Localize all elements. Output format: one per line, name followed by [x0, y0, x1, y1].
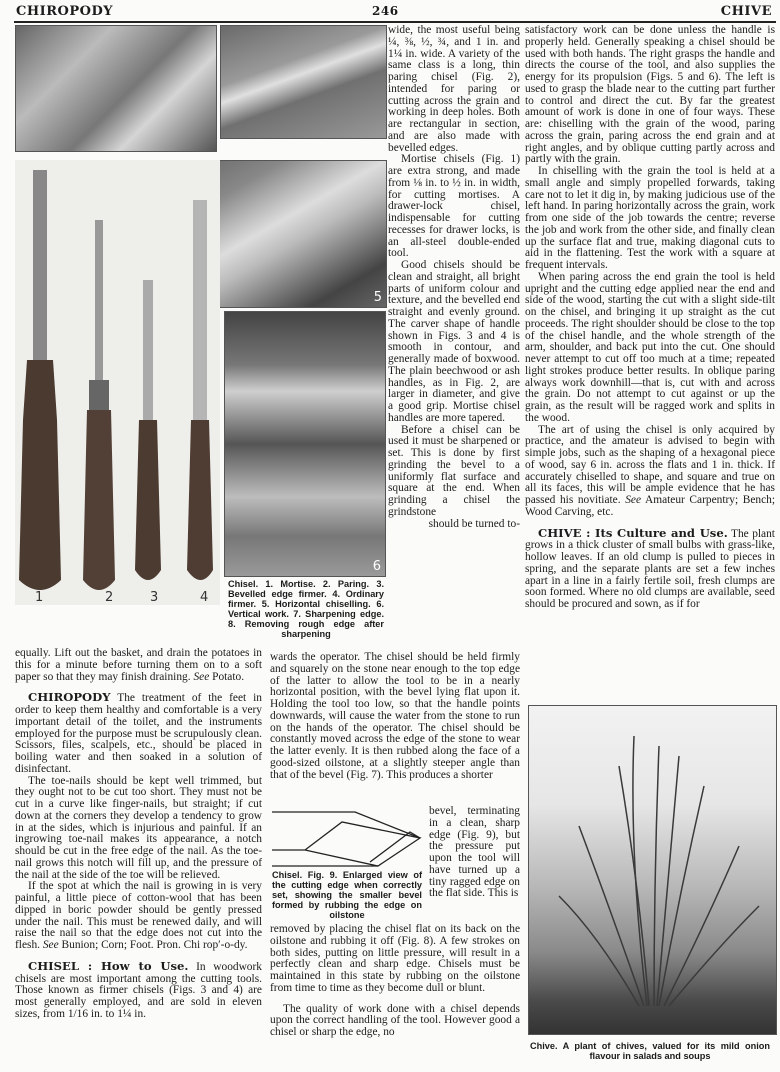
chisel-number-2: 2 [105, 590, 114, 605]
paragraph: equally. Lift out the basket, and drain the potatoes in this for a minute before turning them on to a soft paper so that they may finish draining. See Potato. [15, 647, 262, 683]
paragraph: wide, the most useful being ¼, ⅜, ½, ¾, and 1 in. and 1¼ in. wide. A variety of the same class is a long, thin paring chisel (Fig. 2), intended for paring or cutting across the grain and working in deep holes. Both are rectangular in section, and are also made with bevelled edges. [388, 24, 520, 154]
running-head-right: CHIVE [720, 4, 772, 19]
paragraph-end: should be turned to- [428, 517, 520, 530]
running-head-left: CHIROPODY [16, 4, 113, 19]
paragraph: Before a chisel can be used it must be sharpened or set. This is done by first grinding the bevel to a uniformly flat surface and square at the end. When grinding a chisel the grindstone [388, 423, 520, 518]
chive-caption: Chive. A plant of chives, valued for its mild onion flavour in salads and soups [530, 1041, 770, 1061]
left-column [15, 648, 262, 1021]
figure-chisels-1-4 [15, 160, 220, 605]
paragraph: In chiselling with the grain the tool is held at a small angle and simply propelled forwards, taking care not to let it dig in, by making judicious use of the left hand. In paring horizontally across the grain, work from one side of the job towards the centre; reverse the job and work from the other side, and finally clean up the surface flat and true, making diagonal cuts to aid in the flattening. Test the work with a square at frequent intervals. [525, 165, 775, 271]
paragraph: Good chisels should be clean and straight, all bright parts of uniform colour and texture, and the bevelled end straight and evenly ground. The carver shape of handle shown in Figs. 3 and 4 is smooth in contour, and generally made of boxwood. The plain beechwood or ash handles, as in Fig. 2, are larger in diameter, and give a good grip. Mortise chisel handles are more tapered. [388, 259, 520, 424]
chisel-number-3: 3 [150, 590, 159, 605]
chisel-figures-caption: Chisel. 1. Mortise. 2. Paring. 3. Bevelled edge firmer. 4. Ordinary firmer. 5. Horizontal chiselling. 6. Vertical work. 7. Sharpening edge. 8. Removing rough edge after sharpening [228, 579, 384, 639]
paragraph: The art of using the chisel is only acquired by practice, and the amateur is advised to begin with simple jobs, such as the shaping of a hexagonal piece of wood, say 6 in. across the flats and 1 in. thick. If accurately chiselled to shape, and square and true on all its faces, this will be ample evidence that he has passed his novitiate. See Amateur Carpentry; Bench; Wood Carving, etc. [525, 423, 776, 518]
fig5-number: 5 [373, 290, 382, 305]
paragraph: satisfactory work can be done unless the handle is properly held. Generally speaking a chisel should be used with both hands. The right grasps the handle and directs the course of the tool, and also supplies the energy for its propulsion (Figs. 5 and 6). The left is used to grasp the blade near to the cutting part further to control and direct the cut. By far the greatest amount of work is done in one of four ways. These are: chiselling with the grain of the wood, paring across the grain, paring across the end grain and at right angles, and by oblique cutting partly across and partly with the grain. [525, 24, 775, 166]
middle-column-top [270, 652, 520, 781]
chisel-number-1: 1 [35, 590, 44, 605]
paragraph: wards the operator. The chisel should be held firmly and squarely on the stone near enough to the top edge of the latter to allow the tool to be in a nearly horizontal position, with the bevel lying flat upon it. Holding the tool too low, so that the handle points downwards, will cause the water from the stone to run on the hands of the operator. The chisel should be constantly moved across the edge of the stone to wear the latter evenly. It is then rubbed along the face of a good-sized oilstone, at a slightly steeper angle than that of the bevel (Fig. 7). This produces a shorter [270, 651, 520, 781]
middle-column-narrow [429, 806, 520, 900]
paragraph: If the spot at which the nail is growing in is very painful, a little piece of cotton-wool that has been dipped in boric powder should be gently pressed under the nail. This must be renewed daily, and will raise the nail so that the edge does not cut into the flesh. See Bunion; Corn; Foot. Pron. Chi rop′-o-dy. [15, 880, 262, 951]
paragraph: removed by placing the chisel flat on its back on the oilstone and rubbing it off (Fig. 8). A few strokes on both sides, putting on little pressure, will result in a perfectly clean and sharp edge. Chisels must be maintained in this state by rubbing on the oilstone from time to time as they become dull or blunt. [270, 923, 520, 994]
figure-9-diagram [270, 808, 422, 868]
see-ref: See [193, 670, 210, 683]
photo-fig6-vertical-work [224, 311, 386, 577]
see-ref: See [625, 494, 641, 506]
right-column [525, 25, 775, 611]
page-number: 246 [372, 4, 399, 18]
paragraph: When paring across the end grain the tool is held upright and the cutting edge applied near the end and side of the wood, starting the cut with a slight side-tilt on the chisel, and bringing it up straight as the cut proceeds. The right shoulder should be close to the top of the chisel handle, and the whole strength of the arm, shoulder, and back put into the cut. One should never attempt to cut off too much at a time; repeated light strokes produce better results. In oblique paring always work downhill—that is, cut with and across the grain. Do not attempt to cut against or up the grain, as the result will be ragged work and splits in the wood. [525, 270, 775, 424]
paragraph: The quality of work done with a chisel depends upon the correct handling of the tool. However good a chisel or sharp the edge, no [270, 1002, 520, 1038]
header-rule [14, 21, 776, 23]
headword-chisel: CHISEL : How to Use. [28, 958, 189, 973]
chisel-3-icon [135, 280, 161, 580]
chisel-number-4: 4 [200, 590, 209, 605]
chisel-1-icon [19, 170, 61, 590]
see-ref: See [42, 939, 59, 951]
chisel-4-icon [187, 200, 213, 580]
headword-chive: CHIVE : Its Culture and Use. [538, 525, 728, 540]
paragraph: bevel, terminating in a clean, sharp edge (Fig. 9), but the pressure put upon the tool will have turned up a tiny ragged edge on the flat side. This is [429, 805, 520, 900]
photo-fig8-oilstone [220, 25, 387, 139]
middle-column-bottom [270, 924, 520, 1039]
entry-chiropody: CHIROPODY The treatment of the feet in order to keep them healthy and comfortable is a very important detail of the toilet, and the instruments employed for the purpose must be scrupulously clean. Scissors, files, scalpels, etc., should be placed in boiling water and then soaked in a solution of disinfectant. [15, 690, 262, 775]
photo-chive-plant [528, 705, 777, 1035]
entry-chive: CHIVE : Its Culture and Use. The plant grows in a thick cluster of small bulbs with grass-like, hollow leaves. If an old clump is pulled to pieces in spring, and the separate plants are set a few inches apart in a line in a fairly fertile soil, fresh clumps are soon formed. Where no old clumps are available, seed should be procured and sown, as if for [525, 525, 775, 610]
fig6-number: 6 [372, 559, 381, 574]
chisels-illustration [15, 160, 220, 605]
chisel-2-icon [83, 220, 115, 590]
cross-references: Amateur Carpentry; Bench; Wood Carving, etc. [525, 494, 776, 518]
entry-chisel: CHISEL : How to Use. In woodwork chisels are most important among the cutting tools. Those known as firmer chisels (Figs. 3 and 4) are most generally employed, and are sold in eleven sizes, from 1/16 in. to 1¼ in. [15, 958, 262, 1020]
paragraph: Mortise chisels (Fig. 1) are extra strong, and made from ⅛ in. to ½ in. in width, for cutting mortises. A drawer-lock chisel, indispensable for cutting recesses for drawer locks, is an all-steel double-ended tool. [388, 153, 520, 260]
chive-leaves-illustration [529, 706, 776, 1034]
fig9-caption: Chisel. Fig. 9. Enlarged view of the cutting edge when correctly set, showing the smaller bevel formed by rubbing the edge on oilstone [272, 870, 422, 920]
chisel-edge-diagram [270, 808, 422, 868]
headword-chiropody: CHIROPODY [28, 690, 111, 705]
photo-fig7-sharpening [15, 25, 217, 152]
narrow-column [388, 25, 520, 530]
paragraph: The toe-nails should be kept well trimmed, but they ought not to be cut too short. They must not be cut in a curve like finger-nails, but straight; if cut down at the corners they develop a tendency to grow in at the sides, which is injurious and painful. If an ingrowing toe-nail makes its appearance, a notch should be cut in the free edge of the nail. As the toe-nail grows this notch will fill up, and the pressure of the nail at the side of the toe will be relieved. [15, 774, 262, 881]
